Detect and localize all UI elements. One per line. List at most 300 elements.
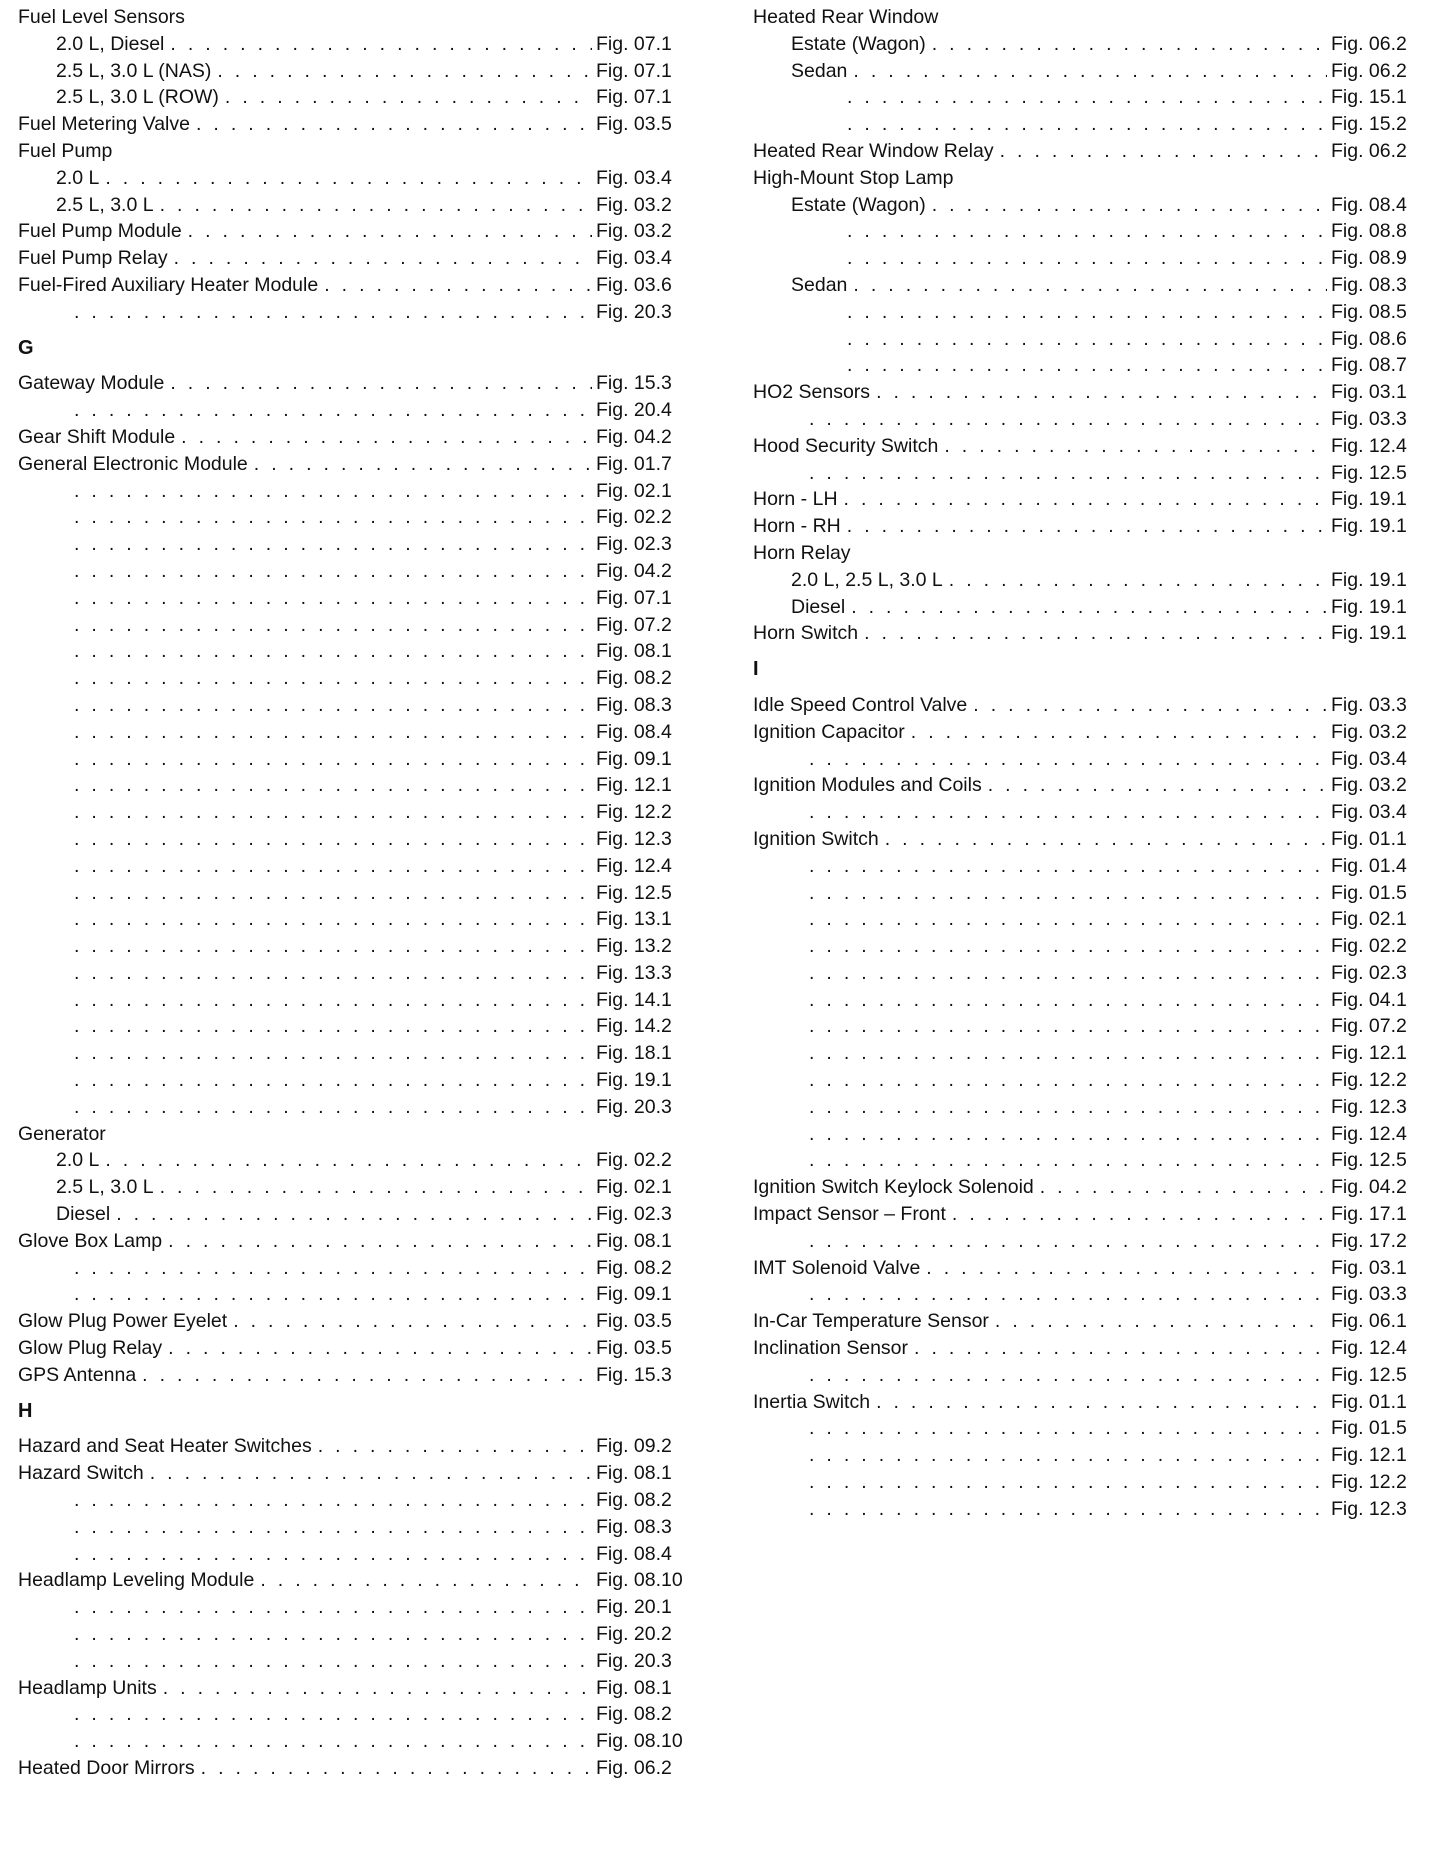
index-entry: [18, 1121, 686, 1148]
dot-leader: [168, 1335, 592, 1362]
dot-leader: [847, 111, 1327, 138]
figure-reference: Fig. 03.3: [1331, 693, 1407, 716]
dot-leader: [995, 1308, 1327, 1335]
index-continuation: [753, 906, 1421, 933]
dot-leader: [809, 746, 1327, 773]
figure-reference: Fig. 02.1: [1331, 908, 1407, 931]
figure-reference: Fig. 12.5: [596, 881, 672, 904]
index-entry: [18, 245, 686, 272]
figure-reference: Fig. 12.1: [1331, 1444, 1407, 1467]
entry-label: 2.0 L: [56, 1149, 100, 1172]
entry-label: Glow Plug Relay: [18, 1337, 163, 1360]
entry-label: Glove Box Lamp: [18, 1229, 163, 1252]
dot-leader: [876, 379, 1327, 406]
dot-leader: [181, 424, 592, 451]
dot-leader: [74, 397, 592, 424]
figure-reference: Fig. 02.2: [596, 1149, 672, 1172]
figure-reference: Fig. 12.1: [1331, 1042, 1407, 1065]
index-continuation: [18, 1067, 686, 1094]
figure-reference: Fig. 12.3: [596, 827, 672, 850]
figure-reference: Fig. 08.3: [596, 1515, 672, 1538]
entry-label: Estate (Wagon): [791, 193, 926, 216]
figure-reference: Fig. 20.3: [596, 300, 672, 323]
dot-leader: [847, 245, 1327, 272]
index-continuation: [753, 1442, 1421, 1469]
index-continuation: [18, 1594, 686, 1621]
dot-leader: [74, 853, 592, 880]
figure-reference: Fig. 06.2: [1331, 32, 1407, 55]
index-subentry: [753, 594, 1421, 621]
index-entry: [753, 719, 1421, 746]
entry-label: Glow Plug Power Eyelet: [18, 1310, 228, 1333]
entry-label: 2.0 L: [56, 166, 100, 189]
figure-reference: Fig. 14.1: [596, 988, 672, 1011]
figure-reference: Fig. 03.3: [1331, 407, 1407, 430]
dot-leader: [74, 612, 592, 639]
entry-label: IMT Solenoid Valve: [753, 1256, 921, 1279]
dot-leader: [74, 799, 592, 826]
index-entry: [753, 540, 1421, 567]
dot-leader: [233, 1308, 592, 1335]
dot-leader: [324, 272, 592, 299]
figure-reference: Fig. 12.2: [1331, 1471, 1407, 1494]
dot-leader: [809, 406, 1327, 433]
dot-leader: [853, 272, 1327, 299]
figure-reference: Fig. 08.6: [1331, 327, 1407, 350]
figure-reference: Fig. 20.1: [596, 1596, 672, 1619]
entry-label: Idle Speed Control Valve: [753, 693, 968, 716]
index-continuation: [18, 1281, 686, 1308]
dot-leader: [809, 1415, 1327, 1442]
index-continuation: [18, 853, 686, 880]
index-continuation: [753, 1281, 1421, 1308]
dot-leader: [188, 218, 592, 245]
dot-leader: [74, 933, 592, 960]
dot-leader: [809, 1040, 1327, 1067]
dot-leader: [170, 31, 592, 58]
entry-label: General Electronic Module: [18, 452, 248, 475]
index-continuation: [753, 299, 1421, 326]
figure-reference: Fig. 02.3: [596, 533, 672, 556]
figure-reference: Fig. 20.4: [596, 399, 672, 422]
figure-reference: Fig. 07.1: [596, 586, 672, 609]
entry-label: Hood Security Switch: [753, 434, 939, 457]
entry-label: GPS Antenna: [18, 1363, 137, 1386]
entry-label: Heated Rear Window: [753, 6, 939, 28]
figure-reference: Fig. 08.2: [596, 1489, 672, 1512]
index-continuation: [753, 326, 1421, 353]
figure-reference: Fig. 03.2: [596, 220, 672, 243]
dot-leader: [74, 719, 592, 746]
dot-leader: [74, 692, 592, 719]
figure-reference: Fig. 13.2: [596, 935, 672, 958]
dot-leader: [74, 906, 592, 933]
entry-label: Inertia Switch: [753, 1390, 871, 1413]
entry-label: Inclination Sensor: [753, 1337, 909, 1360]
figure-reference: Fig. 03.1: [1331, 381, 1407, 404]
entry-label: Ignition Switch Keylock Solenoid: [753, 1176, 1034, 1199]
index-continuation: [753, 746, 1421, 773]
entry-label: Gear Shift Module: [18, 425, 176, 448]
figure-reference: Fig. 03.4: [1331, 747, 1407, 770]
dot-leader: [105, 1147, 592, 1174]
index-continuation: [753, 1094, 1421, 1121]
entry-label: Estate (Wagon): [791, 32, 926, 55]
index-entry: [18, 1335, 686, 1362]
dot-leader: [809, 1094, 1327, 1121]
index-continuation: [18, 1728, 686, 1755]
index-continuation: [753, 460, 1421, 487]
figure-reference: Fig. 12.1: [596, 774, 672, 797]
index-entry: [753, 486, 1421, 513]
figure-reference: Fig. 07.2: [596, 613, 672, 636]
figure-reference: Fig. 19.1: [1331, 488, 1407, 511]
dot-leader: [74, 1621, 592, 1648]
entry-label: 2.5 L, 3.0 L (NAS): [56, 59, 212, 82]
index-entry: [18, 424, 686, 451]
dot-leader: [809, 933, 1327, 960]
figure-reference: Fig. 08.1: [596, 1676, 672, 1699]
figure-reference: Fig. 20.2: [596, 1623, 672, 1646]
figure-reference: Fig. 03.6: [596, 273, 672, 296]
entry-label: In-Car Temperature Sensor: [753, 1310, 989, 1333]
index-continuation: [18, 906, 686, 933]
index-entry: [753, 1174, 1421, 1201]
index-continuation: [753, 853, 1421, 880]
index-continuation: [753, 352, 1421, 379]
dot-leader: [168, 1228, 592, 1255]
figure-reference: Fig. 12.3: [1331, 1095, 1407, 1118]
dot-leader: [201, 1755, 592, 1782]
figure-reference: Fig. 19.1: [1331, 622, 1407, 645]
figure-reference: Fig. 09.1: [596, 1283, 672, 1306]
dot-leader: [318, 1433, 592, 1460]
index-continuation: [18, 746, 686, 773]
entry-label: Hazard Switch: [18, 1462, 144, 1485]
entry-label: Hazard and Seat Heater Switches: [18, 1435, 312, 1458]
figure-reference: Fig. 08.4: [596, 720, 672, 743]
dot-leader: [809, 906, 1327, 933]
index-continuation: [18, 1541, 686, 1568]
index-continuation: [753, 84, 1421, 111]
entry-label: Fuel Metering Valve: [18, 113, 190, 136]
entry-label: Ignition Modules and Coils: [753, 774, 982, 797]
index-continuation: [753, 1040, 1421, 1067]
figure-reference: Fig. 17.2: [1331, 1229, 1407, 1252]
dot-leader: [74, 531, 592, 558]
index-continuation: [18, 692, 686, 719]
dot-leader: [944, 433, 1327, 460]
index-section-letter: H: [18, 1399, 33, 1422]
figure-reference: Fig. 07.1: [596, 86, 672, 109]
entry-label: Horn - RH: [753, 515, 841, 538]
figure-reference: Fig. 08.7: [1331, 354, 1407, 377]
figure-reference: Fig. 08.3: [596, 693, 672, 716]
dot-leader: [809, 1496, 1327, 1523]
index-entry: [18, 218, 686, 245]
figure-reference: Fig. 06.1: [1331, 1310, 1407, 1333]
index-subentry: [18, 1174, 686, 1201]
index-subentry: [18, 1147, 686, 1174]
dot-leader: [74, 1594, 592, 1621]
index-entry: [18, 1567, 686, 1594]
dot-leader: [847, 299, 1327, 326]
figure-reference: Fig. 12.5: [1331, 1149, 1407, 1172]
dot-leader: [74, 1094, 592, 1121]
index-continuation: [18, 299, 686, 326]
index-continuation: [18, 1487, 686, 1514]
dot-leader: [847, 513, 1327, 540]
index-subentry: [18, 165, 686, 192]
figure-reference: Fig. 08.8: [1331, 220, 1407, 243]
figure-reference: Fig. 19.1: [1331, 595, 1407, 618]
dot-leader: [932, 192, 1327, 219]
index-continuation: [18, 1621, 686, 1648]
index-subentry: [18, 192, 686, 219]
dot-leader: [952, 1201, 1327, 1228]
index-continuation: [18, 1094, 686, 1121]
dot-leader: [74, 1701, 592, 1728]
index-continuation: [753, 880, 1421, 907]
figure-reference: Fig. 01.7: [596, 452, 672, 475]
index-continuation: [18, 1013, 686, 1040]
dot-leader: [809, 987, 1327, 1014]
index-continuation: [18, 719, 686, 746]
dot-leader: [926, 1255, 1327, 1282]
figure-reference: Fig. 06.2: [596, 1757, 672, 1779]
index-entry: [18, 370, 686, 397]
index-subentry: [18, 1201, 686, 1228]
dot-leader: [876, 1389, 1327, 1416]
index-entry: [18, 1362, 686, 1389]
dot-leader: [847, 352, 1327, 379]
figure-reference: Fig. 13.3: [596, 961, 672, 984]
figure-reference: Fig. 02.1: [596, 479, 672, 502]
entry-label: 2.0 L, 2.5 L, 3.0 L: [791, 568, 943, 591]
dot-leader: [864, 620, 1327, 647]
figure-reference: Fig. 08.2: [596, 667, 672, 690]
index-continuation: [753, 1147, 1421, 1174]
index-continuation: [18, 665, 686, 692]
index-entry: [18, 451, 686, 478]
index-subentry: [753, 192, 1421, 219]
figure-reference: Fig. 02.2: [1331, 935, 1407, 958]
dot-leader: [74, 299, 592, 326]
figure-reference: Fig. 12.4: [1331, 1122, 1407, 1145]
index-continuation: [18, 504, 686, 531]
figure-reference: Fig. 09.2: [596, 1435, 672, 1458]
index-entry: [18, 272, 686, 299]
index-continuation: [18, 531, 686, 558]
index-continuation: [18, 1255, 686, 1282]
dot-leader: [809, 799, 1327, 826]
dot-leader: [809, 1469, 1327, 1496]
figure-reference: Fig. 03.4: [1331, 801, 1407, 824]
figure-reference: Fig. 03.4: [596, 166, 672, 189]
figure-reference: Fig. 12.4: [1331, 1337, 1407, 1360]
figure-reference: Fig. 03.5: [596, 1310, 672, 1333]
dot-leader: [809, 460, 1327, 487]
dot-leader: [809, 1013, 1327, 1040]
entry-label: HO2 Sensors: [753, 381, 871, 404]
figure-reference: Fig. 08.10: [596, 1730, 683, 1753]
figure-reference: Fig. 04.2: [1331, 1176, 1407, 1199]
figure-reference: Fig. 02.2: [596, 506, 672, 529]
index-continuation: [753, 1067, 1421, 1094]
figure-reference: Fig. 02.3: [1331, 961, 1407, 984]
dot-leader: [932, 31, 1327, 58]
entry-label: Horn Switch: [753, 622, 859, 645]
index-column-left: [18, 4, 686, 1782]
index-continuation: [753, 1415, 1421, 1442]
index-entry: [18, 1460, 686, 1487]
figure-reference: Fig. 02.1: [596, 1176, 672, 1199]
dot-leader: [74, 1487, 592, 1514]
figure-reference: Fig. 19.1: [596, 1069, 672, 1092]
dot-leader: [170, 370, 592, 397]
figure-reference: Fig. 08.4: [596, 1542, 672, 1565]
dot-leader: [809, 1228, 1327, 1255]
figure-reference: Fig. 07.1: [596, 59, 672, 82]
index-continuation: [753, 799, 1421, 826]
entry-label: Fuel-Fired Auxiliary Heater Module: [18, 273, 319, 296]
dot-leader: [973, 692, 1327, 719]
index-continuation: [753, 1496, 1421, 1523]
index-subentry: [753, 31, 1421, 58]
dot-leader: [74, 880, 592, 907]
index-entry: [753, 4, 1421, 31]
entry-label: Impact Sensor – Front: [753, 1203, 946, 1226]
dot-leader: [911, 719, 1327, 746]
index-entry: [18, 1228, 686, 1255]
entry-label: Diesel: [56, 1203, 111, 1226]
figure-reference: Fig. 12.2: [1331, 1069, 1407, 1092]
index-entry: [753, 620, 1421, 647]
index-column-right: [753, 4, 1421, 1523]
figure-reference: Fig. 07.2: [1331, 1015, 1407, 1038]
dot-leader: [74, 478, 592, 505]
index-continuation: [753, 111, 1421, 138]
index-continuation: [753, 1013, 1421, 1040]
entry-label: 2.5 L, 3.0 L (ROW): [56, 86, 219, 109]
figure-reference: Fig. 03.2: [1331, 774, 1407, 797]
dot-leader: [74, 1541, 592, 1568]
figure-reference: Fig. 15.2: [1331, 113, 1407, 136]
figure-reference: Fig. 12.4: [1331, 434, 1407, 457]
index-entry: [753, 692, 1421, 719]
index-continuation: [18, 933, 686, 960]
index-continuation: [18, 772, 686, 799]
dot-leader: [163, 1675, 592, 1702]
index-continuation: [18, 799, 686, 826]
index-entry: [753, 379, 1421, 406]
entry-label: Ignition Capacitor: [753, 720, 905, 743]
index-entry: [18, 111, 686, 138]
index-entry: [753, 513, 1421, 540]
dot-leader: [847, 218, 1327, 245]
dot-leader: [74, 1648, 592, 1675]
figure-reference: Fig. 08.9: [1331, 247, 1407, 270]
figure-reference: Fig. 12.5: [1331, 461, 1407, 484]
dot-leader: [74, 987, 592, 1014]
dot-leader: [142, 1362, 592, 1389]
index-entry: [18, 1308, 686, 1335]
index-continuation: [753, 218, 1421, 245]
figure-reference: Fig. 08.3: [1331, 273, 1407, 296]
figure-reference: Fig. 02.3: [596, 1203, 672, 1226]
figure-reference: Fig. 06.2: [1331, 59, 1407, 82]
index-entry: [753, 165, 1421, 192]
dot-leader: [1040, 1174, 1327, 1201]
entry-label: 2.5 L, 3.0 L: [56, 1176, 154, 1199]
dot-leader: [809, 880, 1327, 907]
figure-reference: Fig. 17.1: [1331, 1203, 1407, 1226]
figure-reference: Fig. 04.2: [596, 559, 672, 582]
dot-leader: [885, 826, 1327, 853]
index-continuation: [18, 558, 686, 585]
dot-leader: [851, 594, 1327, 621]
dot-leader: [809, 1281, 1327, 1308]
dot-leader: [844, 486, 1327, 513]
figure-reference: Fig. 08.2: [596, 1256, 672, 1279]
index-continuation: [753, 960, 1421, 987]
dot-leader: [74, 1040, 592, 1067]
figure-reference: Fig. 15.3: [596, 372, 672, 395]
dot-leader: [74, 558, 592, 585]
dot-leader: [74, 585, 592, 612]
entry-label: Diesel: [791, 595, 846, 618]
dot-leader: [949, 567, 1327, 594]
figure-reference: Fig. 07.1: [596, 32, 672, 55]
dot-leader: [988, 772, 1327, 799]
index-continuation: [18, 612, 686, 639]
index-entry: [753, 433, 1421, 460]
dot-leader: [809, 1442, 1327, 1469]
dot-leader: [74, 772, 592, 799]
figure-reference: Fig. 15.1: [1331, 86, 1407, 109]
index-continuation: [18, 987, 686, 1014]
index-entry: [753, 1308, 1421, 1335]
index-continuation: [18, 1648, 686, 1675]
index-continuation: [18, 960, 686, 987]
dot-leader: [74, 1255, 592, 1282]
dot-leader: [1000, 138, 1327, 165]
figure-reference: Fig. 01.5: [1331, 1417, 1407, 1440]
figure-reference: Fig. 14.2: [596, 1015, 672, 1038]
entry-label: Sedan: [791, 273, 848, 296]
dot-leader: [74, 826, 592, 853]
dot-leader: [74, 1281, 592, 1308]
entry-label: Ignition Switch: [753, 827, 879, 850]
entry-label: Gateway Module: [18, 372, 165, 395]
dot-leader: [74, 1067, 592, 1094]
entry-label: Fuel Pump: [18, 139, 113, 162]
dot-leader: [160, 192, 592, 219]
dot-leader: [74, 638, 592, 665]
entry-label: Headlamp Leveling Module: [18, 1569, 255, 1592]
index-continuation: [753, 933, 1421, 960]
dot-leader: [105, 165, 592, 192]
dot-leader: [809, 853, 1327, 880]
index-entry: [18, 4, 686, 31]
entry-label: 2.0 L, Diesel: [56, 32, 165, 55]
index-entry: [753, 1389, 1421, 1416]
index-subentry: [18, 58, 686, 85]
dot-leader: [853, 58, 1327, 85]
index-continuation: [753, 1469, 1421, 1496]
dot-leader: [809, 1147, 1327, 1174]
entry-label: 2.5 L, 3.0 L: [56, 193, 154, 216]
